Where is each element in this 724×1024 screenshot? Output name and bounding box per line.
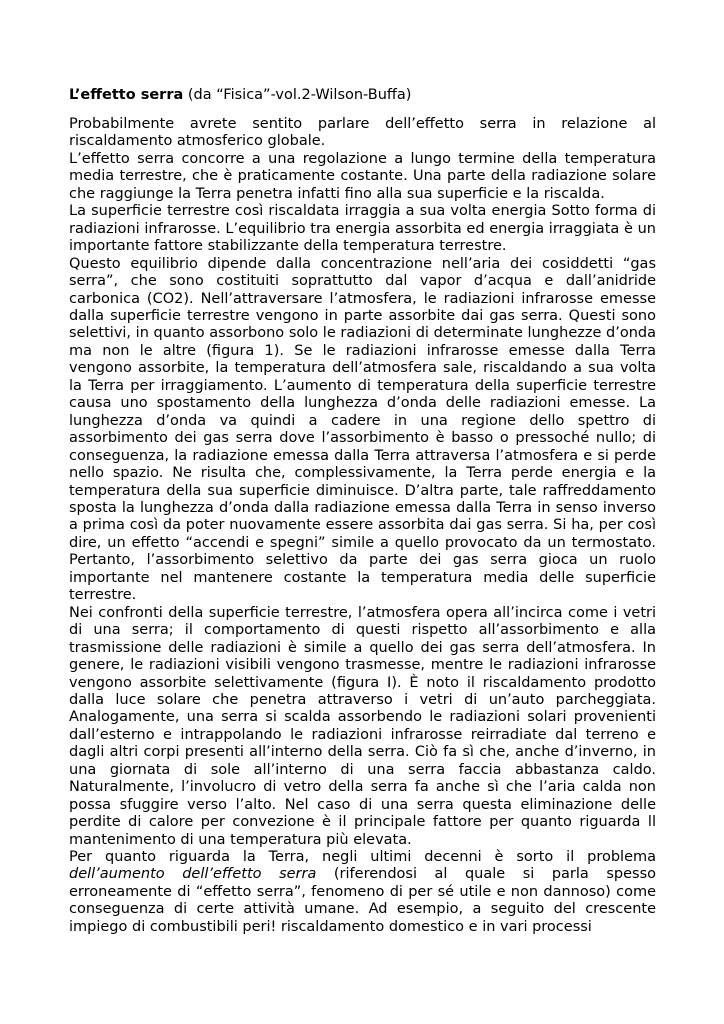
- paragraph-human-impact-italic: dell’aumento dell’effetto serra: [69, 866, 317, 883]
- paragraph-human-impact: [69, 849, 656, 936]
- paragraph-human-impact-end: (riferendosi al quale si parla spesso erroneamente di “effetto serra”, fenomeno di per sé utile e non dannoso) come conseguenza di certe attività umane. Ad esempio, a seguito del crescente impiego di combustibili peri! riscaldamento domestico e in vari processi: [69, 866, 656, 935]
- paragraph-intro: Probabilmente avrete sentito parlare dell’effetto serra in relazione al riscaldamento atmosferico globale.: [69, 116, 656, 150]
- paragraph-regulation: L’effetto serra concorre a una regolazione a lungo termine della temperatura media terrestre, che è praticamente costante. Una parte della radiazione solare che raggiunge la Terra penetra infatti fino alla sua superficie e la riscalda.: [69, 150, 656, 202]
- document-page: [69, 86, 656, 936]
- document-body: [69, 116, 656, 936]
- document-title: L’effetto serra: [69, 87, 184, 103]
- document-source: (da “Fisica”-vol.2-Wilson-Buffa): [183, 87, 412, 103]
- paragraph-equilibrium: Questo equilibrio dipende dalla concentrazione nell’aria dei cosiddetti “gas serra”, che sono costituiti soprattutto dal vapor d’acqua e dall’anidride carbonica (CO2). Nell’attraversare l’atmosfera, le radiazioni infrarosse emesse dalla superficie terrestre vengono in parte assorbite dai gas serra. Questi sono selettivi, in quanto assorbono solo le radiazioni di determinate lunghezze d’onda ma non le altre (figura 1). Se le radiazioni infrarosse emesse dalla Terra vengono assorbite, la temperatura dell’atmosfera sale, riscaldando a sua volta la Terra per irraggiamento. L’aumento di temperatura della superficie terrestre causa uno spostamento della lunghezza d’onda delle radiazioni emesse. La lunghezza d’onda va quindi a cadere in una regione dello spettro di assorbimento dei gas serra dove l’assorbimento è basso o pressoché nullo; di conseguenza, la radiazione emessa dalla Terra attraversa l’atmosfera e si perde nello spazio. Ne risulta che, complessivamente, la Terra perde energia e la temperatura della sua superficie diminuisce. D’altra parte, tale raffreddamento sposta la lunghezza d’onda dalla radiazione emessa dalla Terra in senso inverso a prima così da poter nuovamente essere assorbita dai gas serra. Si ha, per così dire, un effetto “accendi e spegni” simile a quello provocato da un termostato. Pertanto, l’assorbimento selettivo da parte dei gas serra gioca un ruolo importante nel mantenere costante la temperatura media delle superficie terrestre.: [69, 255, 656, 604]
- document-heading: [69, 86, 656, 104]
- paragraph-human-impact-start: Per quanto riguarda la Terra, negli ultimi decenni è sorto il problema: [69, 849, 656, 866]
- paragraph-greenhouse-analogy: Nei confronti della superficie terrestre, l’atmosfera opera all’incirca come i vetri di una serra; il comportamento di questi rispetto all’assorbimento e alla trasmissione delle radiazioni è simile a quello dei gas serra dell’atmosfera. In genere, le radiazioni visibili vengono trasmesse, mentre le radiazioni infrarosse vengono assorbite selettivamente (figura I). È noto il riscaldamento prodotto dalla luce solare che penetra attraverso i vetri di un’auto parcheggiata. Analogamente, una serra si scalda assorbendo le radiazioni solari provenienti dall’esterno e intrappolando le radiazioni infrarosse reirradiate dal terreno e dagli altri corpi presenti all’interno della serra. Ciò fa sì che, anche d’inverno, in una giornata di sole all’interno di una serra faccia abbastanza caldo. Naturalmente, l’involucro di vetro della serra fa anche sì che l’aria calda non possa sfuggire verso l’alto. Nel caso di una serra questa eliminazione delle perdite di calore per convezione è il principale fattore per quanto riguarda ll mantenimento di una temperatura più elevata.: [69, 604, 656, 848]
- paragraph-infrared: La superficie terrestre così riscaldata irraggia a sua volta energia Sotto forma di radiazioni infrarosse. L’equilibrio tra energia assorbita ed energia irraggiata è un importante fattore stabilizzante della temperatura terrestre.: [69, 203, 656, 255]
